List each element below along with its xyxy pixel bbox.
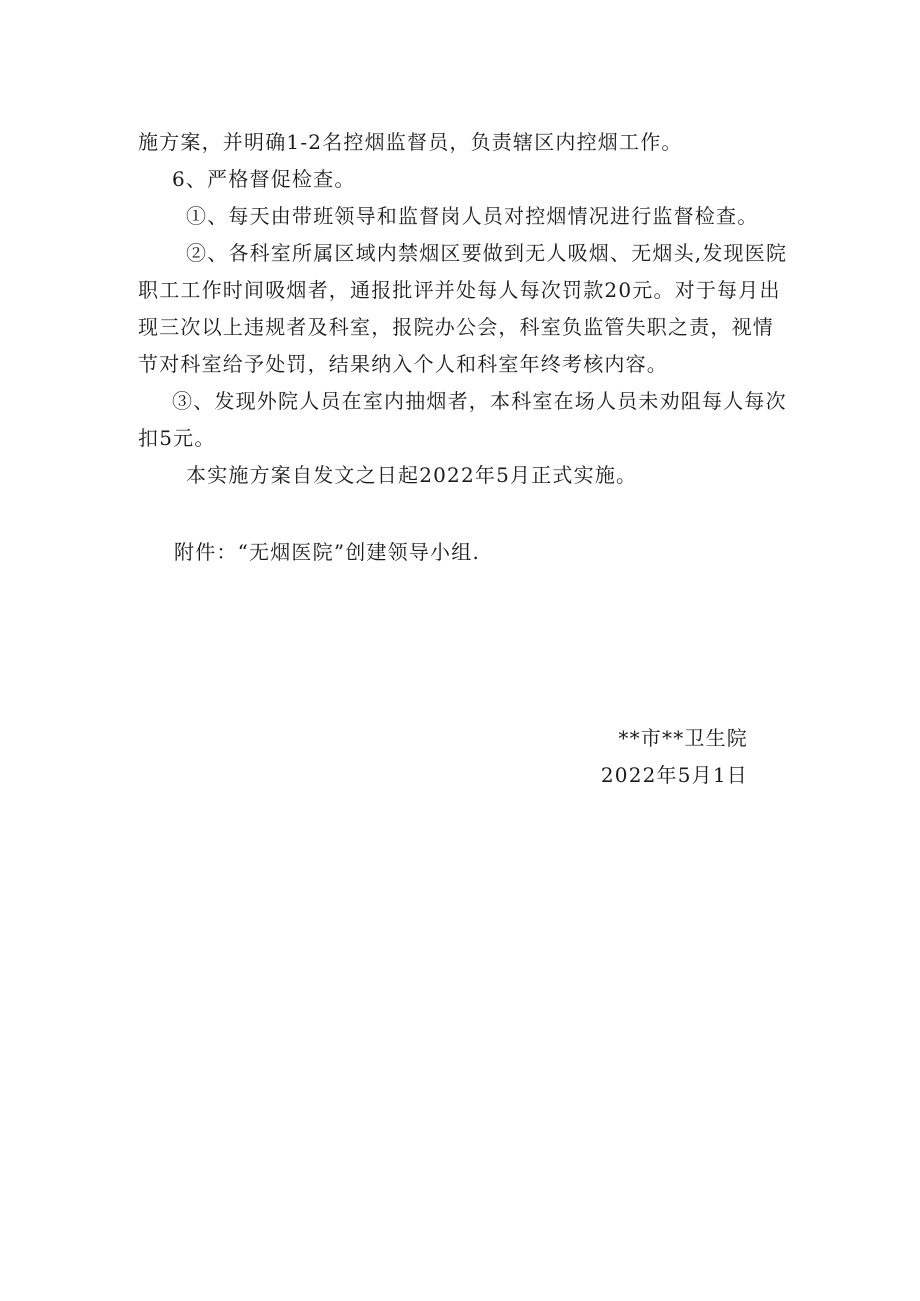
paragraph-item-1: ①、每天由带班领导和监督岗人员对控烟情况进行监督检查。 xyxy=(186,204,759,228)
paragraph-gap xyxy=(138,494,790,534)
document-body xyxy=(138,124,790,571)
paragraph-effective-date: 本实施方案自发文之日起2022年5月正式实施。 xyxy=(186,463,638,487)
attachment-line: 附件：“无烟医院”创建领导小组. xyxy=(174,540,481,564)
signature-block xyxy=(601,720,748,794)
signature-organization: **市**卫生院 xyxy=(618,726,748,750)
signature-date: 2022年5月1日 xyxy=(600,763,748,787)
paragraph-item-2: ②、各科室所属区域内禁烟区要做到无人吸烟、无烟头,发现医院职工工作时间吸烟者，通报批评并处每人每次罚款20元。对于每月出现三次以上违规者及科室，报院办公会，科室负监管失职之责，视情节对科室给予处罚，结果纳入个人和科室年终考核内容。 xyxy=(138,241,788,376)
paragraph-continuation: 施方案，并明确1-2名控烟监督员，负责辖区内控烟工作。 xyxy=(138,130,683,154)
paragraph-section-6: 6、严格督促检查。 xyxy=(172,167,356,191)
paragraph-item-3: ③、发现外院人员在室内抽烟者，本科室在场人员未劝阻每人每次扣5元。 xyxy=(138,389,787,450)
